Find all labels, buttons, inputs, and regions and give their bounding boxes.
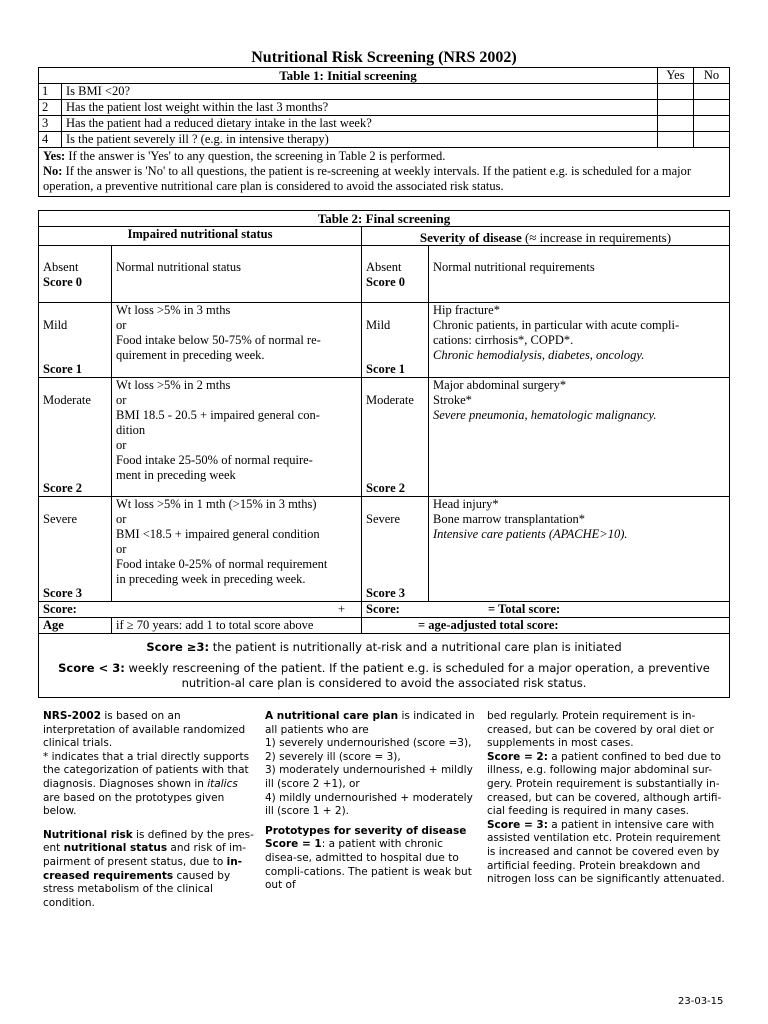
document-date: 23-03-15 [678,996,724,1007]
yes-checkbox[interactable] [658,116,694,132]
status-line: or [116,393,127,407]
severity-grade-cell [362,303,429,378]
age-label: Age [39,618,112,634]
status-grade-cell [39,303,112,378]
disease-description [429,378,730,497]
no-checkbox[interactable] [694,84,730,100]
status-line: or [116,438,127,452]
note-term: A nutritional care plan [265,710,399,722]
disease-line: Head injury* [433,497,499,511]
at-risk-label: Score ≥3: [146,640,210,654]
table-row [39,497,730,602]
note-text: bed regularly. Protein requirement is in-creased, but can be covered by oral diet or supplements in most cases. [487,710,714,750]
status-grade-cell [39,497,112,602]
at-risk-text: the patient is nutritionally at-risk and a nutritional care plan is initiated [209,640,622,654]
table-row [39,100,730,116]
disease-line: Bone marrow transplantation* [433,512,586,526]
table-row [39,132,730,148]
note-text: is based on an interpretation of available randomized clinical trials. [43,710,246,750]
low-risk-label: Score < 3: [58,661,125,675]
question-number: 3 [39,116,62,132]
severity-score-label: Score 3 [366,586,405,600]
status-description [112,246,362,303]
age-adjusted-score-field[interactable]: = age-adjusted total score: [362,618,730,634]
note-text: is indicated in all patients who are [265,710,475,736]
status-score-label: Score 2 [43,481,82,495]
note-text: is defined by the pres-ent [43,828,254,855]
question-text: Is BMI <20? [62,84,658,100]
status-line: or [116,512,127,526]
severity-grade-label: Mild [366,318,391,332]
severity-header [362,227,730,246]
table1-heading: Table 1: Initial screening [39,68,658,84]
question-text: Is the patient severely ill ? (e.g. in intensive therapy) [62,132,658,148]
status-grade-label: Severe [43,512,78,526]
note-term: in-creased requirements [43,855,243,882]
list-item: 1) severely undernourished (score =3), [265,737,472,750]
note-text: a patient in intensive care with assisted ventilation etc. Protein requirement is increased and cannot be covered even by artificial feeding. Protein breakdown and nitrogen loss can be significantly attenuated. [487,818,725,886]
final-screening-table [38,210,730,698]
question-number: 2 [39,100,62,116]
severity-header-rest: (≈ increase in requirements) [521,230,672,245]
table-row [39,303,730,378]
table2-heading: Table 2: Final screening [39,211,730,227]
score-interpretation [39,634,730,698]
list-item: 4) mildly undernourished + moderately ill (score 1 + 2). [265,791,473,818]
age-instruction: if ≥ 70 years: add 1 to total score above [112,618,362,634]
note-term: Score = 1 [265,838,322,851]
note-term: Score = 2: [487,750,548,763]
no-checkbox[interactable] [694,132,730,148]
status-line: Wt loss >5% in 2 mths [116,378,231,392]
note-text: a patient confined to bed due to illness, e.g. following major abdominal sur-gery. Protein requirement is substantially in-creased, but can be covered, although artifi-cial feeding is required in many cases. [487,750,722,818]
status-line: ment in preceding week [116,468,236,482]
status-line: BMI 18.5 - 20.5 + impaired general con- [116,408,320,422]
severity-score-label: Score 0 [366,275,405,289]
note-text: : a patient with chronic disea-se, admitted to hospital due to compli-cations. The patient is weak but out of [265,838,472,892]
notes-column-1 [43,710,255,920]
severity-grade-cell [362,378,429,497]
yes-instruction-label: Yes: [43,149,66,163]
disease-line-italic: Intensive care patients (APACHE>10). [433,527,628,541]
note-text: are based on the prototypes given below. [43,791,225,818]
prototypes-heading: Prototypes for severity of disease [265,824,467,837]
status-line: in preceding week in preceding week. [116,572,306,586]
disease-description [429,497,730,602]
nrs-term: NRS-2002 [43,710,102,722]
status-line: Food intake 0-25% of normal requirement [116,557,328,571]
severity-grade-label: Moderate [366,393,414,407]
status-grade-cell [39,246,112,303]
no-instruction-text: If the answer is 'No' to all questions, the patient is re-screening at weekly intervals. If the patient e.g. is scheduled for a major operation, a preventive nutritional care plan is considered to avoid the associated risk status. [43,164,692,193]
status-grade-cell [39,378,112,497]
yes-column-header: Yes [658,68,694,84]
status-description [112,378,362,497]
question-number: 1 [39,84,62,100]
list-item: 2) severely ill (score = 3), [265,750,401,763]
list-item: 3) moderately undernourished + mildly ill (score 2 +1), or [265,764,473,790]
disease-line-italic: Chronic hemodialysis, diabetes, oncology. [433,348,645,362]
status-line: BMI <18.5 + impaired general condition [116,527,320,541]
yes-checkbox[interactable] [658,84,694,100]
status-line: Wt loss >5% in 1 mth (>15% in 3 mths) [116,497,317,511]
disease-line: cations: cirrhosis*, COPD*. [433,333,574,347]
no-checkbox[interactable] [694,100,730,116]
disease-description [429,246,730,303]
table-row [39,378,730,497]
severity-score-label: Score: [366,602,400,616]
severity-score-label: Score 1 [366,362,405,376]
impaired-status-header: Impaired nutritional status [39,227,362,246]
status-score-label: Score 3 [43,586,82,600]
disease-description [429,303,730,378]
status-description [112,303,362,378]
severity-score-label: Score 2 [366,481,405,495]
yes-checkbox[interactable] [658,132,694,148]
question-text: Has the patient had a reduced dietary intake in the last week? [62,116,658,132]
severity-grade-cell [362,497,429,602]
disease-line: Hip fracture* [433,303,500,317]
status-grade-label: Mild [43,318,68,332]
status-line: or [116,542,127,556]
status-line: Wt loss >5% in 3 mths [116,303,231,317]
no-column-header: No [694,68,730,84]
status-score-label: Score 1 [43,362,82,376]
yes-checkbox[interactable] [658,100,694,116]
status-grade-label: Moderate [43,393,91,407]
question-number: 4 [39,132,62,148]
note-term: Score = 3: [487,818,548,831]
status-grade-label: Absent [43,260,79,274]
status-line: dition [116,423,146,437]
note-text: and risk of im-pairment of present status, due to [43,842,247,868]
no-instruction-label: No: [43,164,63,178]
disease-line: Major abdominal surgery* [433,378,567,392]
page-title: Nutritional Risk Screening (NRS 2002) [251,49,517,66]
table1-instructions [39,148,730,197]
status-line: Food intake 25-50% of normal require- [116,453,313,467]
status-line: quirement in preceding week. [116,348,265,362]
question-text: Has the patient lost weight within the last 3 months? [62,100,658,116]
disease-line: Normal nutritional requirements [433,260,595,274]
status-score-label: Score: [43,602,77,616]
status-description [112,497,362,602]
severity-header-bold: Severity of disease [419,230,522,245]
status-score-label: Score 0 [43,275,82,289]
table-row [39,84,730,100]
note-text-italic: italics [207,777,238,790]
status-line: Normal nutritional status [116,260,241,274]
note-term: Nutritional risk [43,828,133,841]
disease-line: Chronic patients, in particular with acute compli- [433,318,680,332]
total-score-label: = Total score: [488,602,561,616]
severity-grade-cell [362,246,429,303]
table-row [39,116,730,132]
status-score-field[interactable] [39,602,362,618]
initial-screening-table [38,67,730,197]
yes-instruction-text: If the answer is 'Yes' to any question, the screening in Table 2 is performed. [65,149,446,163]
low-risk-text: weekly rescreening of the patient. If the patient e.g. is scheduled for a major operation, a preventive nutrition-al care plan is considered to avoid the associated risk status. [124,661,710,690]
disease-line: Stroke* [433,393,472,407]
notes-column-2 [265,710,477,903]
disease-line-italic: Severe pneumonia, hematologic malignancy. [433,408,657,422]
table-row [39,246,730,303]
severity-grade-label: Severe [366,512,401,526]
note-text: * indicates that a trial directly supports the categorization of patients with that diagnosis. Diagnoses shown in [43,750,250,790]
note-term: nutritional status [63,842,168,855]
status-line: or [116,318,127,332]
plus-sign: + [337,602,345,616]
no-checkbox[interactable] [694,116,730,132]
status-line: Food intake below 50-75% of normal re- [116,333,321,347]
notes-column-3 [487,710,727,887]
note-text: caused by stress metabolism of the clinical condition. [43,869,231,909]
severity-score-field[interactable] [362,602,730,618]
severity-grade-label: Absent [366,260,402,274]
